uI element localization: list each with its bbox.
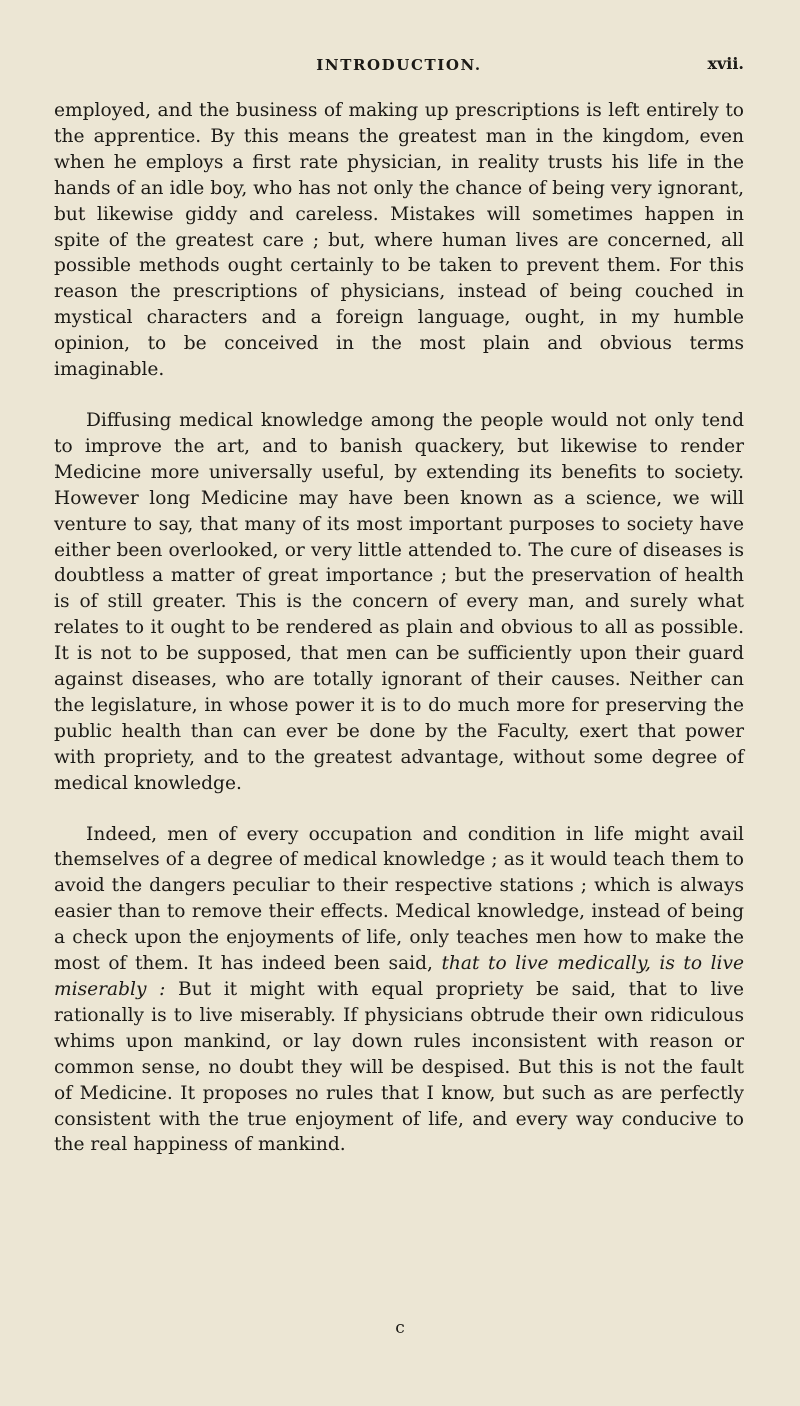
paragraph-3-italic-quote: that to live medically, is to live miserably : — [54, 953, 744, 1000]
paragraph-3 — [54, 822, 744, 1159]
paragraph-3-part-2: But it might with equal propriety be said, that to live rationally is to live miserably. If physicians obtrude their own ridiculous whims upon mankind, or lay down rules inconsistent with reason or common sense, no doubt they will be despised. But this is not the fault of Medicine. It proposes no rules that I know, but such as are perfectly consistent with the true enjoyment of life, and every way conducive to the real happiness of mankind. — [54, 979, 744, 1156]
signature-mark: c — [395, 1318, 405, 1338]
running-head-title: INTRODUCTION. — [316, 56, 482, 74]
running-head — [54, 50, 744, 84]
paragraph-1: employed, and the business of making up prescriptions is left entirely to the apprentice. By this means the greatest man in the kingdom, even when he employs a first rate physician, in reality trusts his life in the hands of an idle boy, who has not only the chance of being very ignorant, but likewise giddy and careless. Mistakes will sometimes happen in spite of the greatest care ; but, where human lives are concerned, all possible methods ought certainly to be taken to prevent them. For this reason the prescriptions of physicians, instead of being couched in mystical characters and a foreign language, ought, in my humble opinion, to be conceived in the most plain and obvious terms imaginable. — [54, 100, 744, 381]
paragraph-2: Diffusing medical knowledge among the people would not only tend to improve the art, and to banish quackery, but likewise to render Medicine more universally useful, by extending its benefits to society. However long Medicine may have been known as a science, we will venture to say, that many of its most important purposes to society have either been overlooked, or very little attended to. The cure of diseases is doubtless a matter of great importance ; but the preservation of health is of still greater. This is the concern of every man, and surely what relates to it ought to be rendered as plain and obvious to all as possible. It is not to be supposed, that men can be sufficiently upon their guard against diseases, who are totally ignorant of their causes. Neither can the legislature, in whose power it is to do much more for preserving the public health than can ever be done by the Faculty, exert that power with propriety, and to the greatest advantage, without some degree of medical knowledge. — [54, 409, 744, 794]
page-number: xvii. — [707, 54, 744, 73]
paragraph-3-part-1: Indeed, men of every occupation and condition in life might avail themselves of a degree of medical knowledge ; as it would teach them to avoid the dangers peculiar to their respective stations ; which is always easier than to remove their effects. Medical knowledge, instead of being a check upon the enjoyments of life, only teaches men how to make the most of them. It has indeed been said, — [54, 823, 744, 975]
